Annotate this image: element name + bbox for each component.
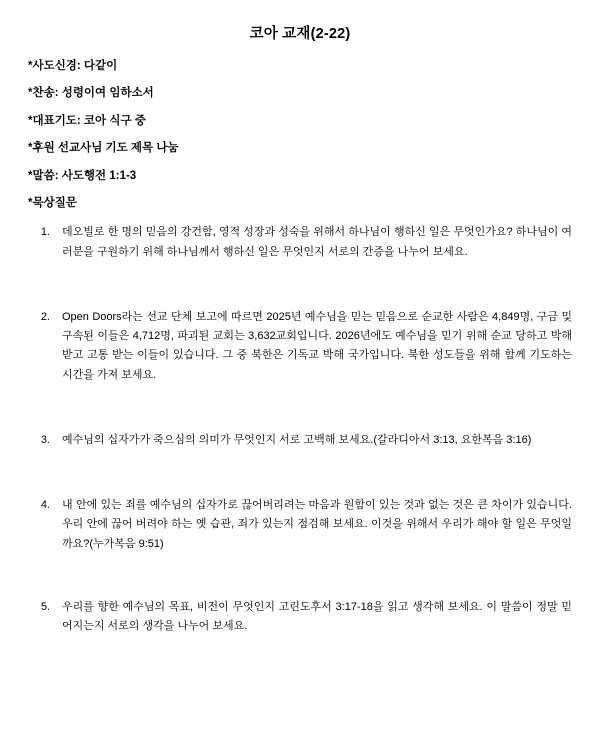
list-item	[28, 598, 572, 637]
question-text: 내 안에 있는 죄를 예수님의 십자가로 끊어버리려는 마음과 원함이 있는 것과 없는 것은 큰 차이가 있습니다. 우리 안에 끊어 버려야 하는 옛 습관, 죄가 있는지 점검해 보세요. 이것을 위해서 우리가 해야 할 일은 무엇일까요?(누가복음 9:51)	[62, 499, 572, 550]
list-item	[28, 431, 572, 450]
question-number: 5.	[40, 600, 50, 613]
header-lines	[28, 59, 572, 210]
list-item	[28, 223, 572, 262]
header-line-questions: *묵상질문	[28, 196, 77, 209]
question-text: 우리를 향한 예수님의 목표, 비전이 무엇인지 고린도후서 3:17-18을 읽고 생각해 보세요. 이 말씀이 정말 믿어지는지 서로의 생각을 나누어 보세요.	[62, 600, 572, 632]
list-item	[28, 496, 572, 554]
header-line-creed: *사도신경: 다같이	[28, 60, 118, 72]
page-title: 코아 교재(2-22)	[249, 26, 351, 42]
question-text: 예수님의 십자가가 죽으심의 의미가 무엇인지 서로 고백해 보세요.(갈라디아서 3:13, 요한복음 3:16)	[62, 433, 532, 446]
question-list	[28, 223, 572, 636]
question-number: 2.	[40, 310, 50, 323]
header-line-hymn: *찬송: 성령이여 임하소서	[28, 87, 154, 100]
question-text: Open Doors라는 선교 단체 보고에 따르면 2025년 예수님을 믿는 믿음으로 순교한 사람은 4,849명, 구금 및 구속된 이들은 4,712명, 파괴된 교회는 3,632교회입니다. 2026년에도 예수님을 믿기 위해 순교 당하고 박해 받고 고통 받는 이들이 있습니다. 그 중 북한은 기독교 박해 국가입니다. 북한 성도들을 위해 함께 기도하는 시간을 가져 보세요.	[62, 310, 572, 381]
header-line-missionary: *후원 선교사님 기도 제목 나눔	[28, 142, 179, 155]
question-number: 1.	[40, 226, 50, 239]
question-number: 4.	[40, 499, 50, 511]
header-line-prayer: *대표기도: 코아 식구 중	[28, 114, 146, 127]
question-text: 데오빌로 한 명의 믿음의 강건함, 영적 성장과 성숙을 위해서 하나님이 행하신 일은 무엇인가요? 하나님이 여러분을 구원하기 위해 하나님께서 행하신 일은 무엇인지 서로의 간증을 나누어 보세요.	[62, 226, 572, 258]
question-number: 3.	[40, 433, 50, 446]
header-line-scripture: *말씀: 사도행전 1:1-3	[28, 169, 137, 182]
list-item	[28, 308, 572, 385]
